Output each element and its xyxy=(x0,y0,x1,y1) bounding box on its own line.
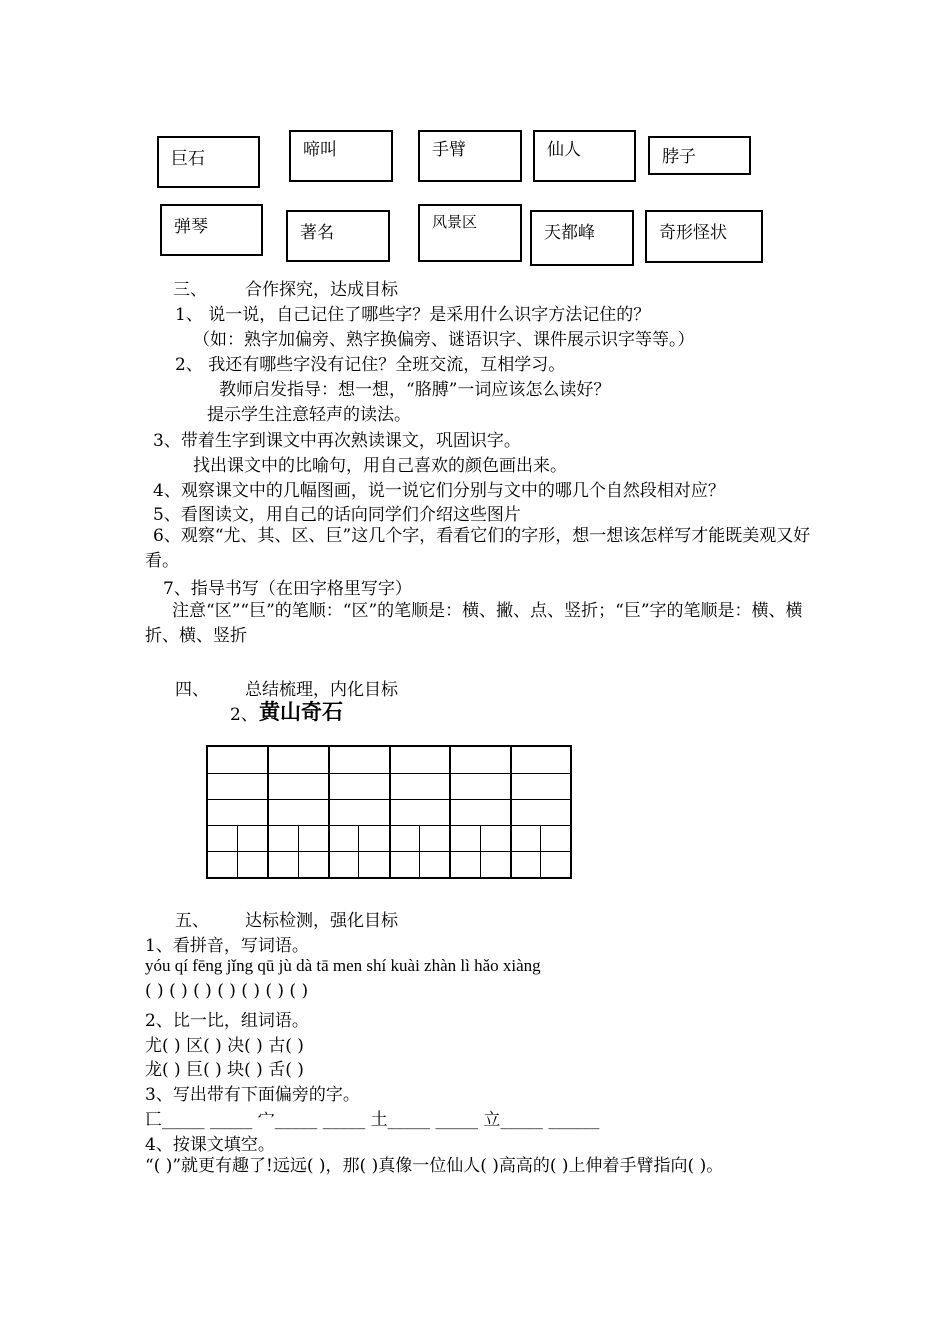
word-box: 风景区 xyxy=(418,204,522,262)
section3-item2: 2、 我还有哪些字没有记住？全班交流，互相学习。 xyxy=(175,355,566,375)
section3-item1-note: （如：熟字加偏旁、熟字换偏旁、谜语识字、课件展示识字等等。） xyxy=(193,330,695,350)
section5-heading-num: 五、 xyxy=(175,911,209,931)
section3-item2-guide: 教师启发指导：想一想，“胳膊”一词应该怎么读好？ xyxy=(219,380,611,400)
question-2-row2: 龙( ) 巨( ) 块( ) 舌( ) xyxy=(145,1060,304,1080)
word-box: 奇形怪状 xyxy=(645,210,763,263)
question-3: 3、写出带有下面偏旁的字。 xyxy=(145,1085,360,1105)
section3-item7-note: 注意“区”“巨”的笔顺：“区”的笔顺是：横、撇、点、竖折；“巨”字的笔顺是：横、横折、横、竖折 xyxy=(145,601,803,646)
question-4: 4、按课文填空。 xyxy=(145,1135,275,1155)
question-4-text: “( )”就更有趣了!远远( )，那( )真像一位仙人( )高高的( )上伸着手臂指向( )。 xyxy=(145,1156,724,1176)
section4-heading-num: 四、 xyxy=(175,680,209,700)
section3-item2-hint: 提示学生注意轻声的读法。 xyxy=(207,405,411,425)
word-box: 弹琴 xyxy=(160,204,263,256)
lesson-title-num: 2、 xyxy=(230,705,258,725)
question-2: 2、比一比，组词语。 xyxy=(145,1011,309,1031)
question-1-pinyin: yóu qí fēng jǐng qū jù dà tā men shí kuài zhàn lì hǎo xiàng xyxy=(145,956,541,975)
word-box: 仙人 xyxy=(533,130,636,182)
word-box: 脖子 xyxy=(648,136,751,175)
question-3-line: 匸_____ _____ 宀_____ _____ 土_____ _____ 立_____ ______ xyxy=(145,1110,600,1130)
section5-heading: 达标检测，强化目标 xyxy=(245,911,398,931)
writing-grid xyxy=(206,745,572,879)
section3-item4: 4、观察课文中的几幅图画，说一说它们分别与文中的哪几个自然段相对应？ xyxy=(153,481,725,501)
question-1: 1、看拼音，写词语。 xyxy=(145,936,309,956)
section4-heading: 总结梳理，内化目标 xyxy=(245,680,398,700)
word-box: 巨石 xyxy=(157,136,260,188)
section3-item7: 7、指导书写（在田字格里写字） xyxy=(163,579,412,599)
question-1-blanks: ( ) ( ) ( ) ( ) ( ) ( ) ( ) xyxy=(145,981,309,1001)
section3-item3: 3、带着生字到课文中再次熟读课文，巩固识字。 xyxy=(153,431,521,451)
section3-heading-num: 三、 xyxy=(173,280,207,300)
section3-item1: 1、 说一说，自己记住了哪些字？是采用什么识字方法记住的？ xyxy=(175,305,651,325)
word-box: 天都峰 xyxy=(530,210,634,266)
word-box: 啼叫 xyxy=(289,130,393,182)
lesson-title: 黄山奇石 xyxy=(259,700,343,724)
section3-item6: 6、观察“尤、其、区、巨”这几个字，看看它们的字形，想一想该怎样写才能既美观又好看。 xyxy=(145,526,811,571)
word-box: 著名 xyxy=(286,210,390,262)
section3-item5: 5、看图读文，用自己的话向同学们介绍这些图片 xyxy=(153,505,521,525)
word-box: 手臂 xyxy=(418,130,522,182)
section3-item3-sub: 找出课文中的比喻句，用自己喜欢的颜色画出来。 xyxy=(193,456,567,476)
section3-heading: 合作探究，达成目标 xyxy=(245,280,398,300)
question-2-row1: 尤( ) 区( ) 决( ) 古( ) xyxy=(145,1036,304,1056)
